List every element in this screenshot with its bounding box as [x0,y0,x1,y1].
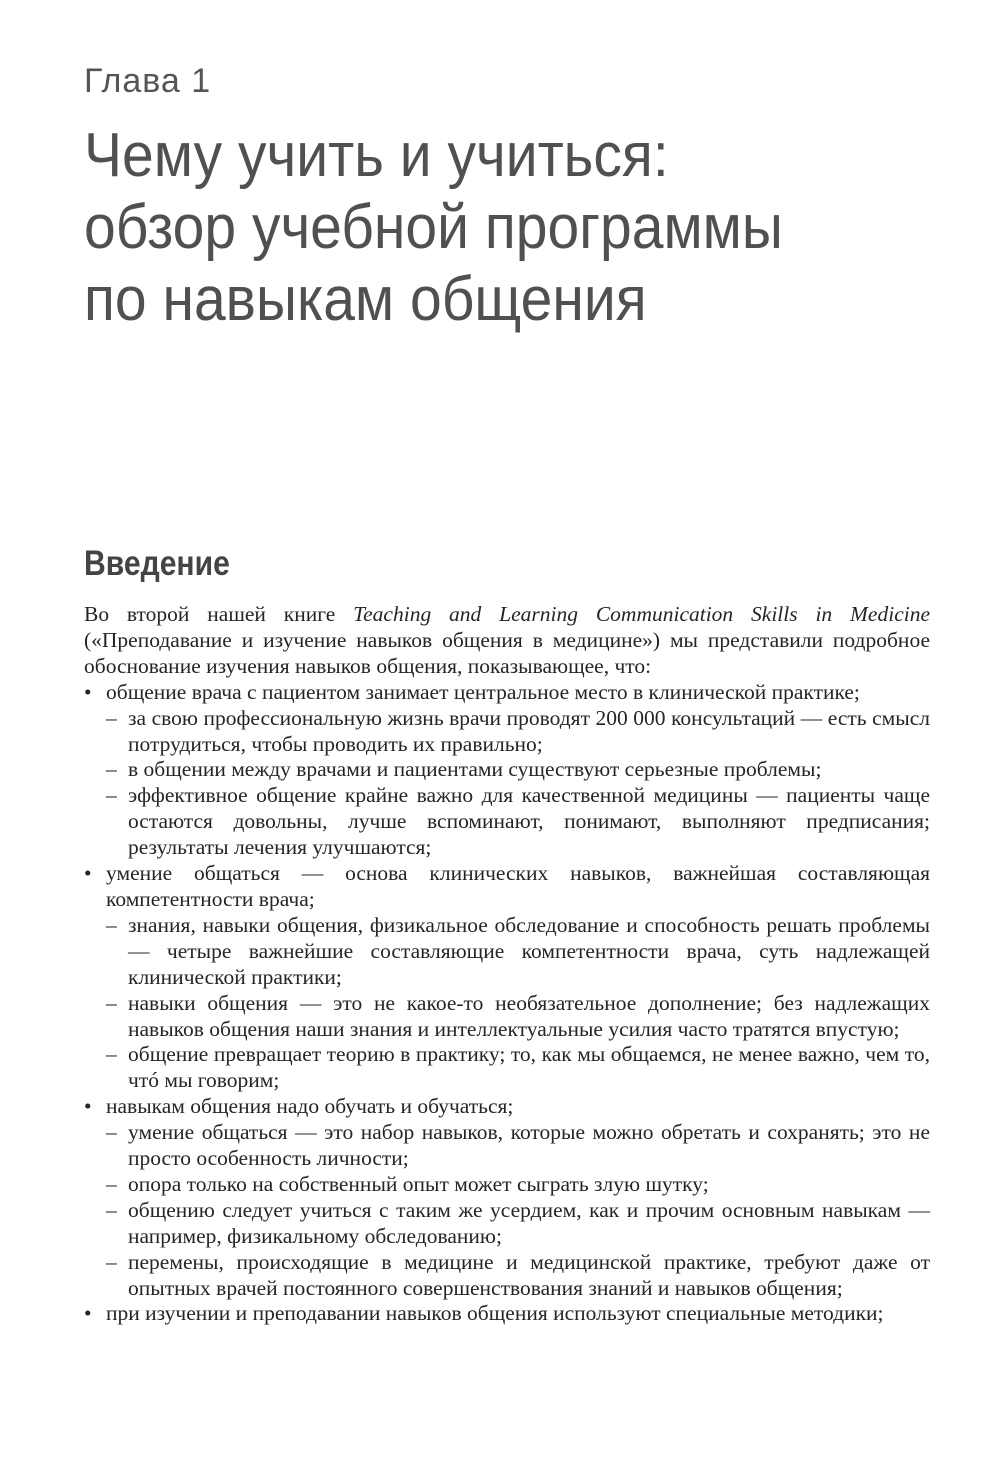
sub-list [106,1120,930,1301]
sub-item: – общение превращает теорию в практику; то, как мы общаемся, не менее важно, чем то, чтó мы говорим; [106,1042,930,1094]
chapter-label: Глава 1 [84,62,212,100]
sub-list [106,706,930,861]
sub-item: – навыки общения — это не какое-то необязательное дополнение; без надлежащих навыков общения наши знания и интеллектуальные усилия часто тратятся впустую; [106,991,930,1043]
sub-item: – опора только на собственный опыт может сыграть злую шутку; [106,1172,930,1198]
sub-item: – общению следует учиться с таким же усердием, как и прочим основным навыкам — например, физикальному обследованию; [106,1198,930,1250]
bullet-text: при изучении и преподавании навыков общения используют специальные методики; [106,1301,884,1326]
section-heading: Введение [84,544,230,583]
bullet-text: общение врача с пациентом занимает центральное место в клинической практике; [106,679,860,704]
sub-item: – эффективное общение крайне важно для качественной медицины — пациенты чаще остаются довольны, лучше вспоминают, понимают, выполняют предписания; результаты лечения улучшаются; [106,783,930,861]
chapter-title-line: Чему учить и учиться: [84,121,669,190]
bullet-item [84,680,930,861]
sub-item: – знания, навыки общения, физикальное обследование и способность решать проблемы — четыре важнейшие составляющие компетентности врача, суть надлежащей клинической практики; [106,913,930,991]
sub-item: – в общении между врачами и пациентами существуют серьезные проблемы; [106,757,930,783]
bullet-list [84,680,930,1328]
chapter-title-line: по навыкам общения [84,265,647,334]
book-title: Teaching and Learning Communication Skills in Medicine [353,602,931,626]
sub-item: – перемены, происходящие в медицине и медицинской практике, требуют даже от опытных врачей постоянного совершенствования знаний и навыков общения; [106,1250,930,1302]
intro-paragraph [84,602,930,680]
sub-list [106,913,930,1094]
chapter-title-line: обзор учебной программы [84,193,783,262]
sub-item: – за свою профессиональную жизнь врачи проводят 200 000 консультаций — есть смысл потрудиться, чтобы проводить их правильно; [106,706,930,758]
bullet-item [84,861,930,1094]
sub-item: – умение общаться — это набор навыков, которые можно обретать и сохранять; это не просто особенность личности; [106,1120,930,1172]
bullet-text: навыкам общения надо обучать и обучаться; [106,1094,514,1119]
intro-text-after: («Преподавание и изучение навыков общения в медицине») мы представили подробное обоснование изучения навыков общения, показывающее, что: [84,627,930,678]
bullet-text: умение общаться — основа клинических навыков, важнейшая составляющая компетентности врача; [106,861,930,911]
bullet-item [84,1094,930,1301]
section-body [84,602,930,1327]
chapter-title [84,120,894,336]
intro-text-before: Во второй нашей книге [84,602,354,626]
bullet-item [84,1301,930,1327]
